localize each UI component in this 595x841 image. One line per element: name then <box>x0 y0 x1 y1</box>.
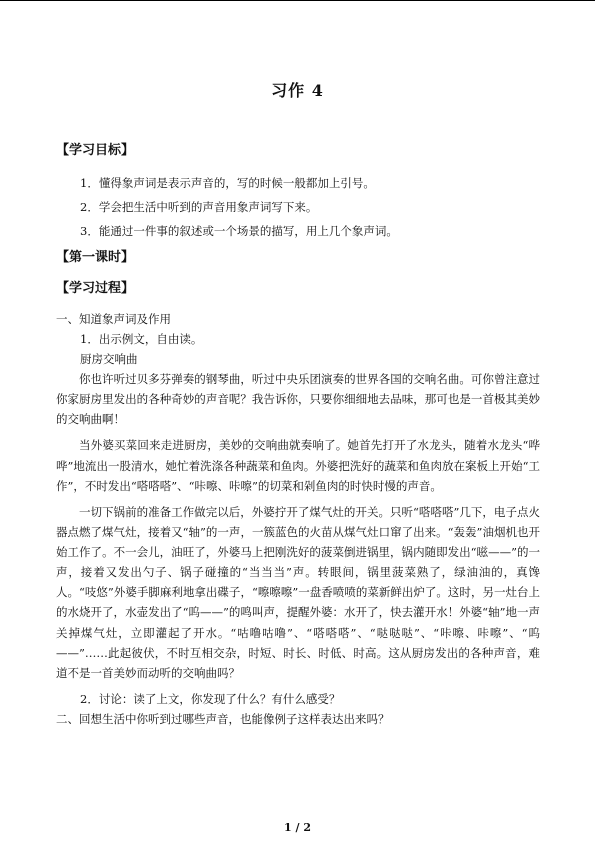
story-title: 厨房交响曲 <box>80 351 138 366</box>
process-header: 【学习过程】 <box>56 280 135 296</box>
page-number: 1 / 2 <box>284 821 311 834</box>
story-paragraph: 你也许听过贝多芬弹奏的钢琴曲，听过中央乐团演奏的世界各国的交响名曲。可你曾注意过你家厨房里发出的各种奇妙的声音呢？我告诉你，只要你细细地去品味，那可也是一首极其美妙的交响曲啊！ <box>56 372 540 427</box>
process-step-two: 2．讨论：读了上文，你发现了什么？有什么感受？ <box>80 691 341 706</box>
goal-item: 3．能通过一件事的叙述或一个场景的描写，用上几个象声词。 <box>80 224 398 238</box>
lesson-header: 【第一课时】 <box>56 250 135 266</box>
top-rule <box>0 0 595 1</box>
goal-item: 2．学会把生活中听到的声音用象声词写下来。 <box>80 199 318 214</box>
process-part-two: 二、回想生活中你听到过哪些声音，也能像例子这样表达出来吗？ <box>56 712 390 726</box>
goals-header: 【学习目标】 <box>56 143 135 158</box>
story-paragraph: 当外婆买菜回来走进厨房，美妙的交响曲就奏响了。她首先打开了水龙头，随着水龙头“哗哗”地流出一股清水，她忙着洗涤各种蔬菜和鱼肉。外婆把洗好的蔬菜和鱼肉放在案板上开始“工作”，不时发出“嗒嗒嗒”、“咔嚓、咔嚓”的切菜和剁鱼肉的时快时慢的声音。 <box>56 438 540 493</box>
story-paragraph: 一切下锅前的准备工作做完以后，外婆拧开了煤气灶的开关。只听“嗒嗒嗒”几下，电子点火器点燃了煤气灶，接着又“轴”的一声，一簇蓝色的火苗从煤气灶口窜了出来。“轰轰”油烟机也开始工作了。不一会儿，油旺了，外婆马上把刚洗好的菠菜倒进锅里，锅内随即发出“嗞——”的一声，接着又发出勺子、锅子碰撞的“当当当”声。转眼间，锅里菠菜熟了，绿油油的，真馋人。“吱悠”外婆手脚麻利地拿出碟子，“嚓嚓嚓”一盘香喷喷的菜新鲜出炉了。这时，另一灶台上的水烧开了，水壶发出了“呜——”的鸣叫声，提醒外婆：水开了，快去灌开水！外婆“轴”地一声关掉煤气灶，立即灌起了开水。“咕噜咕噜”、“嗒嗒嗒”、“哒哒哒”、“咔嚓、咔嚓”、“呜——”……此起彼伏，不时互相交杂，时短、时长、时低、时高。这从厨房发出的各种声音，难道不是一首美妙而动听的交响曲吗？ <box>56 504 540 680</box>
content-body <box>56 140 540 729</box>
goal-item: 1．懂得象声词是表示声音的，写的时候一般都加上引号。 <box>80 175 375 190</box>
process-part-one: 一、知道象声词及作用 <box>56 311 171 326</box>
process-step-one: 1．出示例文，自由读。 <box>80 331 203 346</box>
page-title: 习作 4 <box>271 81 324 100</box>
